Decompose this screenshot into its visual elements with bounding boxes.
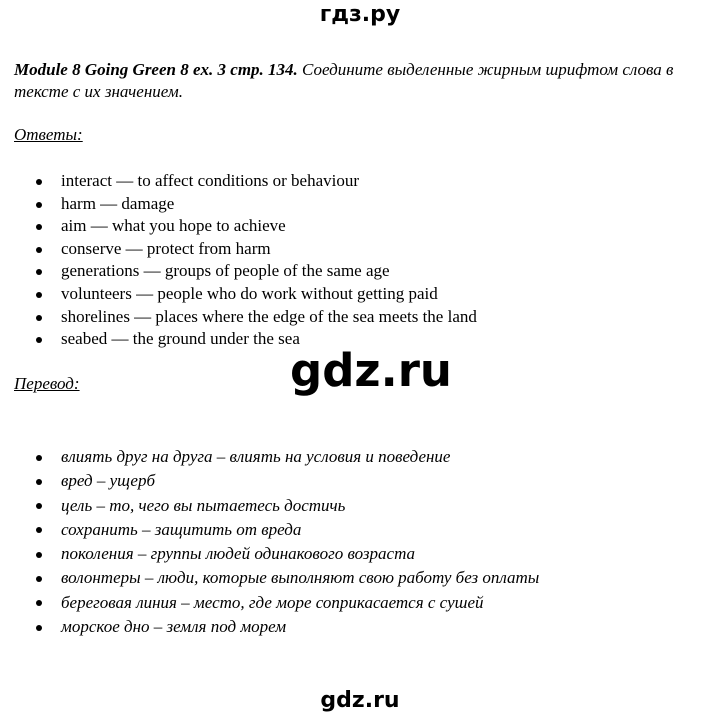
task-title-instruction: Соедините выделенные жирным шрифтом слова в тексте с их значением. [14,60,674,101]
translation-text: поколения – группы людей одинакового возраста [61,544,416,564]
bullet-icon [36,337,42,343]
bullet-icon [36,455,42,461]
translation-text: морское дно – земля под морем [61,617,287,637]
answer-text: volunteers — people who do work without getting paid [61,283,438,303]
answer-text: conserve — protect from harm [61,238,271,258]
answer-text: interact — to affect conditions or behaviour [61,171,360,190]
answer-text: generations — groups of people of the same age [61,261,390,281]
translation-text: влиять друг на друга – влиять на условия и поведение [61,447,451,466]
site-footer: gdz.ru [320,688,400,713]
bullet-icon [36,552,42,558]
list-item [0,238,477,261]
bullet-icon [36,527,42,533]
task-title [14,59,704,103]
list-item [0,445,539,469]
translation-list [0,445,539,639]
answers-label: Ответы: [14,125,83,144]
list-item [0,193,477,216]
bullet-icon [36,600,42,606]
answer-text: seabed — the ground under the sea [61,329,300,349]
bullet-icon [36,479,42,485]
bullet-icon [36,202,42,208]
list-item [0,260,477,283]
list-item [0,215,477,238]
translation-text: волонтеры – люди, которые выполняют свою работу без оплаты [61,568,540,588]
list-item [0,283,477,306]
bullet-icon [36,247,42,253]
bullet-icon [36,576,42,582]
list-item [0,615,539,639]
answer-text: harm — damage [61,193,175,213]
bullet-icon [36,292,42,298]
answers-list [0,170,477,351]
list-item [0,170,477,193]
list-item [0,469,539,493]
translation-label: Перевод: [14,374,80,393]
translation-text: вред – ущерб [61,471,155,491]
bullet-icon [36,224,42,230]
list-item [0,306,477,329]
translation-text: береговая линия – место, где море соприкасается с сушей [61,592,484,612]
bullet-icon [36,625,42,631]
answer-text: shorelines — places where the edge of the sea meets the land [61,306,477,326]
task-title-bold: Module 8 Going Green 8 ex. 3 стр. 134. [14,60,298,79]
list-item [0,494,539,518]
list-item [0,591,539,615]
site-header: гдз.ру [319,2,401,27]
bullet-icon [36,315,42,321]
list-item [0,566,539,590]
bullet-icon [36,269,42,275]
bullet-icon [36,503,42,509]
translation-text: цель – то, чего вы пытаетесь достичь [61,495,346,515]
watermark-logo: gdz.ru [290,344,452,397]
list-item [0,542,539,566]
list-item [0,518,539,542]
bullet-icon [36,179,42,185]
answer-text: aim — what you hope to achieve [61,216,286,236]
translation-text: сохранить – защитить от вреда [61,519,302,539]
